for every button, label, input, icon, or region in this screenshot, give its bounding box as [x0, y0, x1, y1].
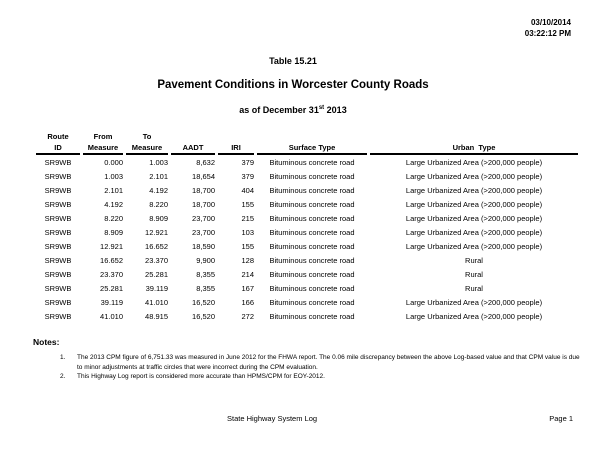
cell-route-id: SR9WB [44, 185, 72, 195]
table-label: Table 15.21 [269, 56, 317, 66]
page-subtitle [0, 105, 586, 115]
footer-page-number: Page 1 [549, 414, 573, 423]
table-row [36, 225, 578, 239]
cell-to-measure: 2.101 [149, 171, 168, 181]
cell-aadt: 8,355 [196, 269, 215, 279]
note-item [60, 353, 582, 372]
cell-route-id: SR9WB [44, 171, 72, 181]
note-number: 1. [60, 354, 66, 361]
cell-from-measure: 8.220 [104, 213, 123, 223]
column-header-to-measure: To Measure [126, 131, 168, 155]
cell-iri: 272 [241, 311, 254, 321]
cell-from-measure: 25.281 [100, 283, 123, 293]
table-row [36, 211, 578, 225]
subtitle-text: as of December 31 [239, 105, 319, 115]
column-header-urban-type: Urban Type [370, 131, 578, 155]
cell-to-measure: 39.119 [145, 283, 168, 293]
note-text: The 2013 CPM figure of 6,751.33 was measured in June 2012 for the FHWA report. The 0.06 mile discrepancy between the above Log-based value and that CPM value is due to minor adjustments at traffic circles that were incorrect during the CPM evaluation. [77, 354, 580, 371]
table-row [36, 239, 578, 253]
cell-urban-type: Large Urbanized Area (>200,000 people) [405, 297, 543, 307]
cell-urban-type: Large Urbanized Area (>200,000 people) [405, 241, 543, 251]
cell-aadt: 18,654 [192, 171, 215, 181]
cell-from-measure: 41.010 [100, 311, 123, 321]
cell-route-id: SR9WB [44, 269, 72, 279]
cell-surface-type: Bituminous concrete road [269, 213, 355, 223]
cell-route-id: SR9WB [44, 283, 72, 293]
cell-to-measure: 16.652 [145, 241, 168, 251]
cell-surface-type: Bituminous concrete road [269, 255, 355, 265]
cell-surface-type: Bituminous concrete road [269, 241, 355, 251]
print-time: 03:22:12 PM [524, 29, 571, 38]
subtitle-superscript: st [318, 105, 325, 111]
cell-urban-type: Large Urbanized Area (>200,000 people) [405, 213, 543, 223]
column-header-from-measure: From Measure [83, 131, 123, 155]
cell-route-id: SR9WB [44, 311, 72, 321]
cell-iri: 404 [241, 185, 254, 195]
cell-route-id: SR9WB [44, 227, 72, 237]
cell-to-measure: 8.220 [149, 199, 168, 209]
cell-iri: 166 [241, 297, 254, 307]
cell-urban-type: Large Urbanized Area (>200,000 people) [405, 199, 543, 209]
page-title: Pavement Conditions in Worcester County Roads [157, 79, 429, 91]
cell-aadt: 23,700 [192, 227, 215, 237]
cell-route-id: SR9WB [44, 199, 72, 209]
cell-route-id: SR9WB [44, 297, 72, 307]
cell-urban-type: Rural [465, 269, 483, 279]
cell-to-measure: 41.010 [145, 297, 168, 307]
cell-from-measure: 23.370 [100, 269, 123, 279]
cell-iri: 379 [241, 157, 254, 167]
notes-list [60, 353, 582, 382]
pavement-table [33, 131, 581, 323]
table-row [36, 183, 578, 197]
cell-from-measure: 8.909 [104, 227, 123, 237]
cell-to-measure: 48.915 [145, 311, 168, 321]
cell-aadt: 16,520 [192, 311, 215, 321]
print-date: 03/10/2014 [530, 18, 571, 27]
cell-to-measure: 1.003 [149, 157, 168, 167]
cell-surface-type: Bituminous concrete road [269, 199, 355, 209]
cell-route-id: SR9WB [44, 157, 72, 167]
cell-surface-type: Bituminous concrete road [269, 297, 355, 307]
cell-urban-type: Large Urbanized Area (>200,000 people) [405, 227, 543, 237]
cell-urban-type: Rural [465, 255, 483, 265]
cell-iri: 155 [241, 241, 254, 251]
table-row [36, 253, 578, 267]
cell-aadt: 18,590 [192, 241, 215, 251]
column-header-surface-type: Surface Type [257, 131, 367, 155]
cell-surface-type: Bituminous concrete road [269, 269, 355, 279]
cell-iri: 103 [241, 227, 254, 237]
cell-aadt: 18,700 [192, 185, 215, 195]
table-row [36, 155, 578, 169]
cell-route-id: SR9WB [44, 241, 72, 251]
table-header-row [36, 131, 578, 155]
column-header-iri: IRI [218, 131, 254, 155]
cell-from-measure: 4.192 [104, 199, 123, 209]
cell-surface-type: Bituminous concrete road [269, 171, 355, 181]
cell-urban-type: Large Urbanized Area (>200,000 people) [405, 171, 543, 181]
table-row [36, 309, 578, 323]
print-timestamp [525, 17, 571, 39]
cell-iri: 167 [241, 283, 254, 293]
note-number: 2. [60, 373, 66, 380]
table-row [36, 197, 578, 211]
cell-to-measure: 8.909 [149, 213, 168, 223]
cell-to-measure: 23.370 [145, 255, 168, 265]
cell-to-measure: 25.281 [145, 269, 168, 279]
cell-from-measure: 16.652 [100, 255, 123, 265]
note-item [60, 372, 582, 382]
cell-surface-type: Bituminous concrete road [269, 227, 355, 237]
cell-route-id: SR9WB [44, 213, 72, 223]
table-row [36, 169, 578, 183]
cell-from-measure: 39.119 [100, 297, 123, 307]
table-body [36, 155, 578, 323]
cell-aadt: 8,355 [196, 283, 215, 293]
cell-from-measure: 0.000 [104, 157, 123, 167]
cell-aadt: 8,632 [196, 157, 215, 167]
cell-from-measure: 2.101 [104, 185, 123, 195]
cell-route-id: SR9WB [44, 255, 72, 265]
cell-iri: 155 [241, 199, 254, 209]
cell-surface-type: Bituminous concrete road [269, 157, 355, 167]
cell-iri: 215 [241, 213, 254, 223]
cell-aadt: 23,700 [192, 213, 215, 223]
cell-from-measure: 1.003 [104, 171, 123, 181]
column-header-aadt: AADT [171, 131, 215, 155]
cell-urban-type: Large Urbanized Area (>200,000 people) [405, 185, 543, 195]
cell-urban-type: Rural [465, 283, 483, 293]
cell-surface-type: Bituminous concrete road [269, 283, 355, 293]
subtitle-year: 2013 [324, 105, 347, 115]
cell-aadt: 18,700 [192, 199, 215, 209]
cell-surface-type: Bituminous concrete road [269, 185, 355, 195]
column-header-route-id: Route ID [36, 131, 80, 155]
table-row [36, 281, 578, 295]
footer-report-name: State Highway System Log [227, 414, 318, 423]
cell-aadt: 16,520 [192, 297, 215, 307]
table-row [36, 295, 578, 309]
notes-heading: Notes: [33, 337, 60, 347]
cell-urban-type: Large Urbanized Area (>200,000 people) [405, 157, 543, 167]
cell-aadt: 9,900 [196, 255, 215, 265]
note-text: This Highway Log report is considered more accurate than HPMS/CPM for EOY-2012. [77, 373, 325, 380]
cell-iri: 128 [241, 255, 254, 265]
cell-iri: 214 [241, 269, 254, 279]
cell-urban-type: Large Urbanized Area (>200,000 people) [405, 311, 543, 321]
cell-from-measure: 12.921 [100, 241, 123, 251]
cell-surface-type: Bituminous concrete road [269, 311, 355, 321]
table-row [36, 267, 578, 281]
cell-iri: 379 [241, 171, 254, 181]
cell-to-measure: 4.192 [149, 185, 168, 195]
cell-to-measure: 12.921 [145, 227, 168, 237]
